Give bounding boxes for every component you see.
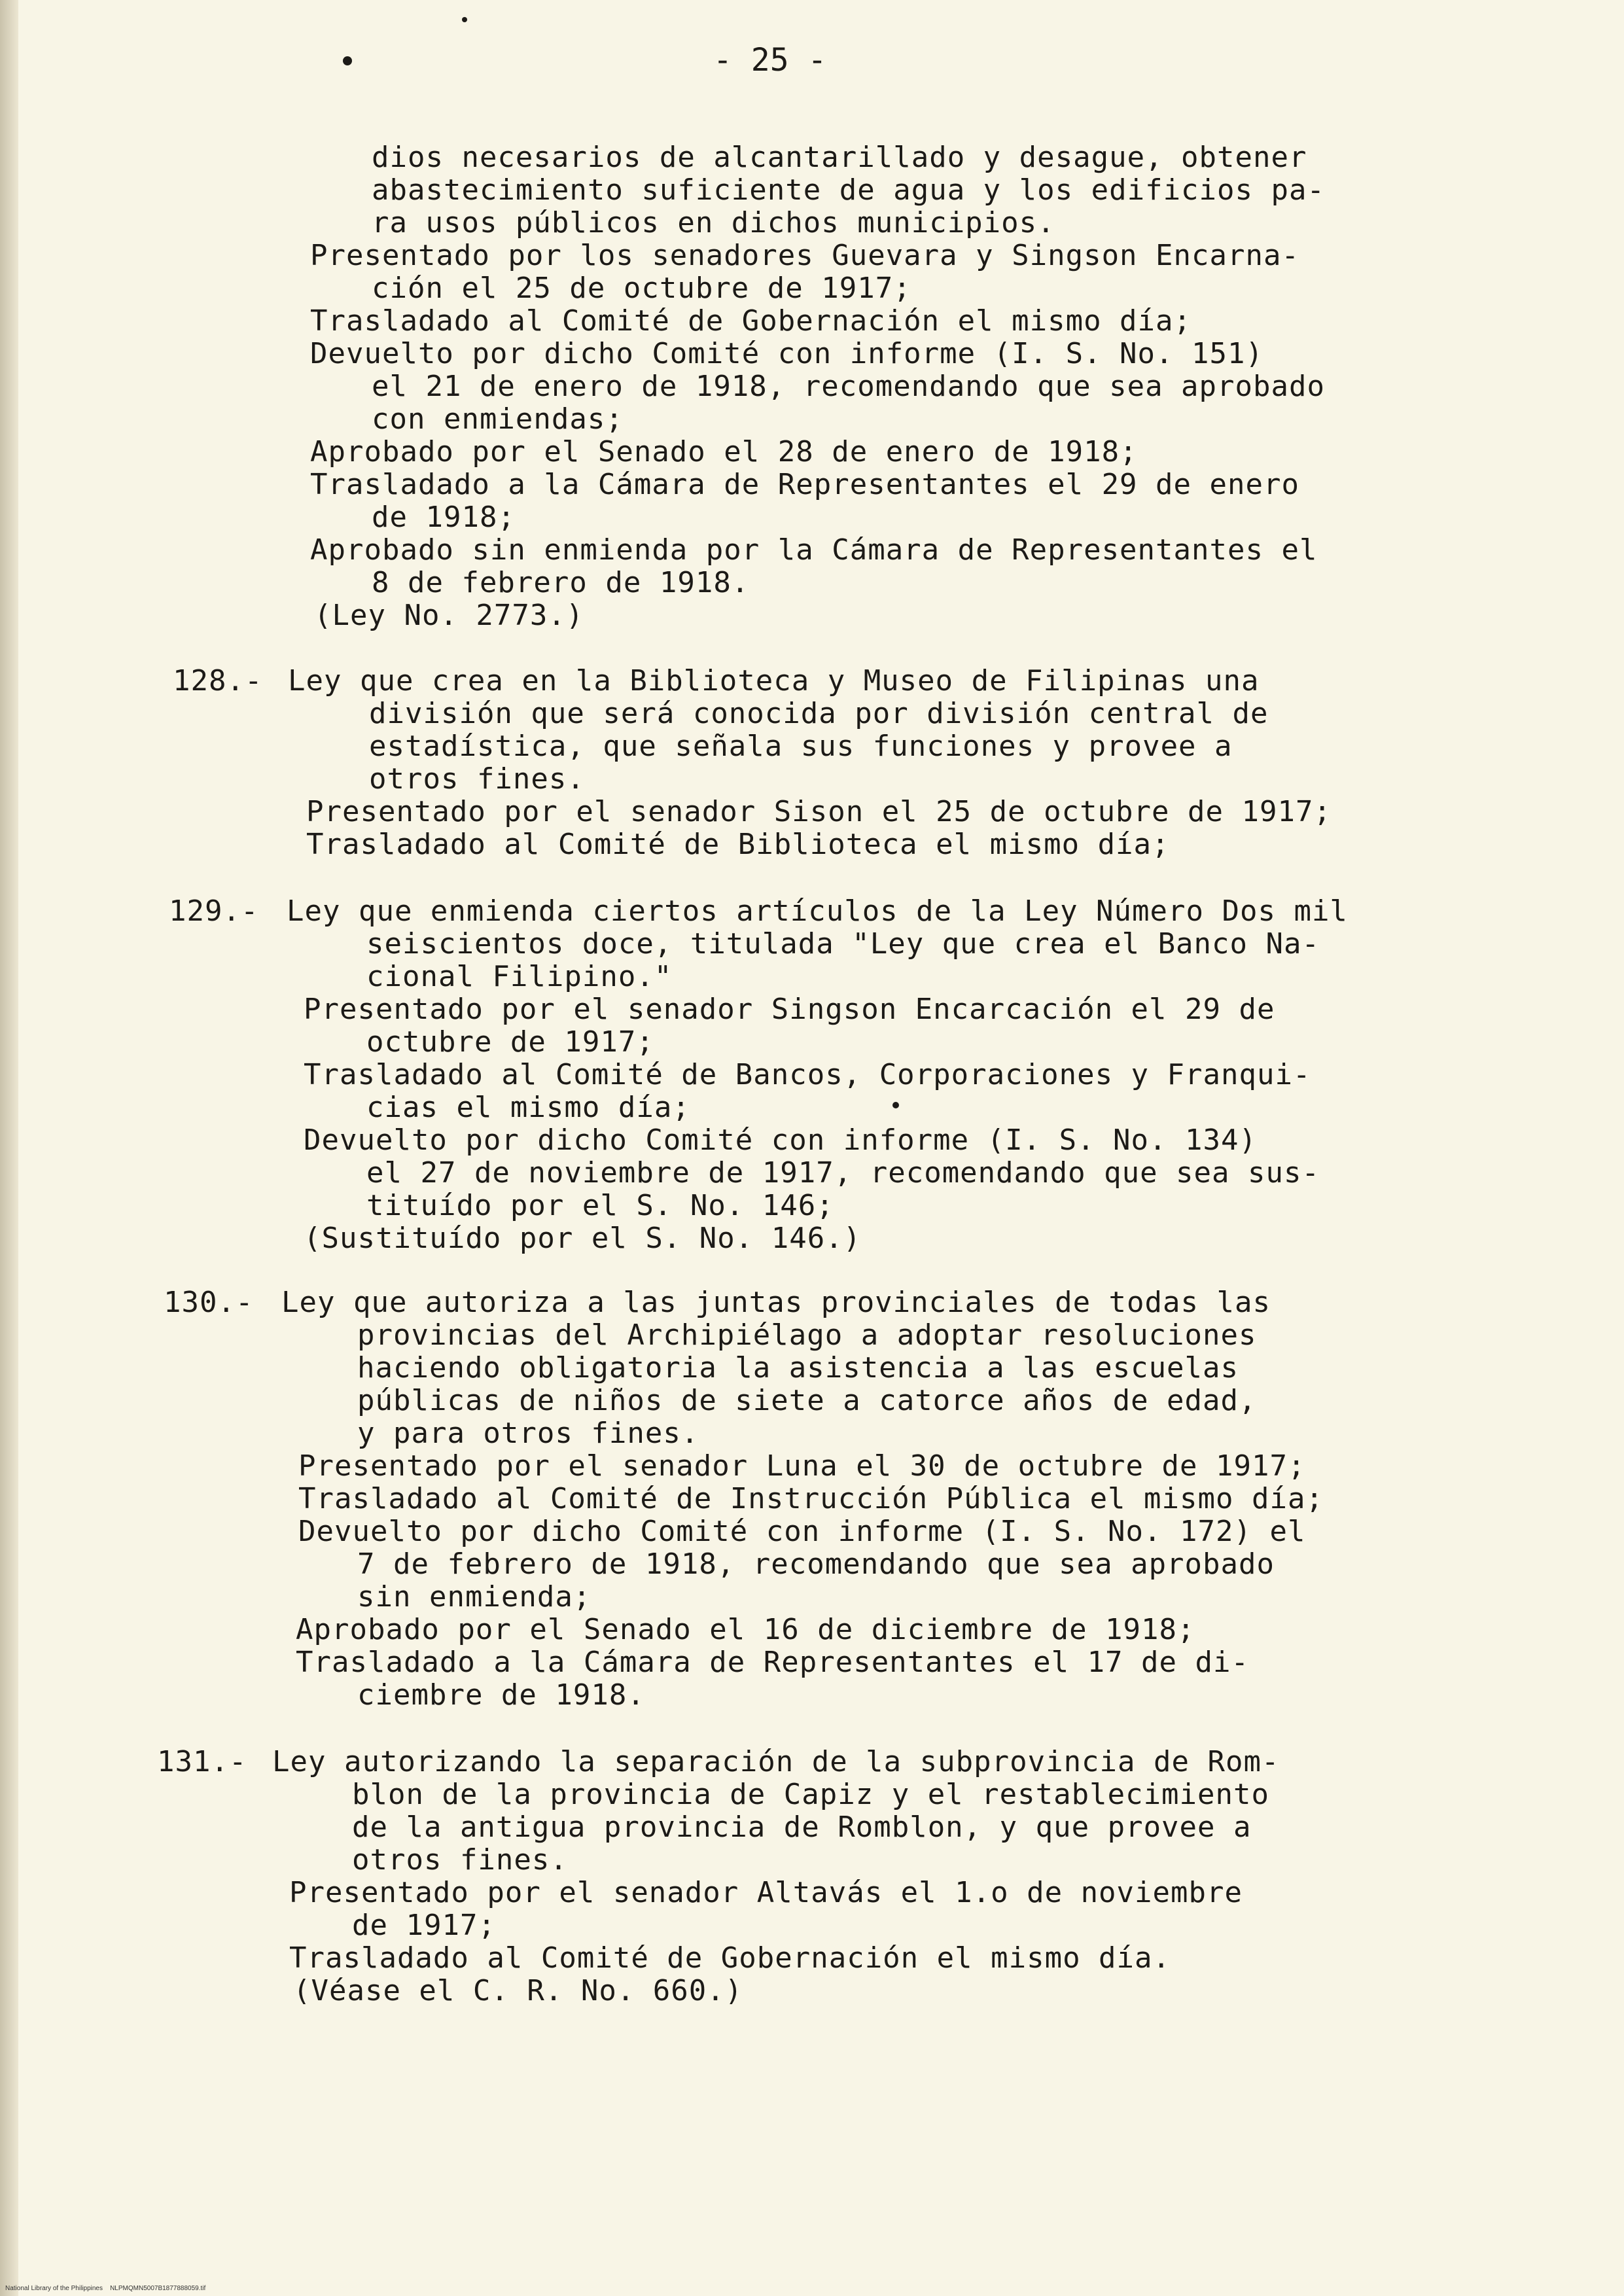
text-line: Trasladado al Comité de Bancos, Corporaciones y Franqui-	[304, 1058, 1311, 1091]
text-line: Trasladado al Comité de Gobernación el mismo día.	[289, 1941, 1171, 1975]
text-line: haciendo obligatoria la asistencia a las escuelas	[357, 1351, 1239, 1385]
text-line: Devuelto por dicho Comité con informe (I. S. No. 134)	[304, 1123, 1257, 1157]
text-line: 8 de febrero de 1918.	[372, 566, 750, 599]
text-line: blon de la provincia de Capiz y el restablecimiento	[352, 1778, 1270, 1811]
text-line: ciembre de 1918.	[357, 1678, 645, 1712]
text-line: el 27 de noviembre de 1917, recomendando que sea sus-	[366, 1156, 1320, 1190]
text-line: tituído por el S. No. 146;	[366, 1189, 834, 1222]
entry-number: 130.-	[164, 1286, 254, 1319]
text-line: de 1918;	[372, 501, 516, 534]
text-line: cional Filipino."	[366, 960, 673, 993]
page-number: - 25 -	[713, 42, 827, 79]
text-line: ción el 25 de octubre de 1917;	[372, 272, 911, 305]
text-line: división que será conocida por división central de	[369, 697, 1269, 730]
text-line: y para otros fines.	[357, 1417, 699, 1450]
text-line: Ley que autoriza a las juntas provinciales de todas las	[281, 1286, 1271, 1319]
entry-number: 131.-	[157, 1745, 247, 1778]
text-line: Presentado por el senador Singson Encarcación el 29 de	[304, 993, 1275, 1026]
text-line: (Ley No. 2773.)	[314, 599, 584, 632]
text-line: otros fines.	[352, 1843, 568, 1877]
text-line: de 1917;	[352, 1909, 496, 1942]
text-line: Aprobado sin enmienda por la Cámara de Representantes el	[310, 533, 1318, 567]
text-line: Trasladado a la Cámara de Representantes el 17 de di-	[296, 1646, 1249, 1679]
text-line: (Véase el C. R. No. 660.)	[293, 1974, 743, 2007]
ink-speck	[343, 56, 352, 65]
text-line: Ley que crea en la Biblioteca y Museo de Filipinas una	[288, 664, 1260, 698]
text-line: Trasladado al Comité de Gobernación el mismo día;	[310, 304, 1192, 338]
text-line: Presentado por los senadores Guevara y Singson Encarna-	[310, 239, 1299, 272]
text-line: seiscientos doce, titulada "Ley que crea el Banco Na-	[366, 927, 1320, 961]
text-line: sin enmienda;	[357, 1580, 591, 1614]
text-line: Devuelto por dicho Comité con informe (I. S. No. 172) el	[298, 1515, 1306, 1548]
text-line: otros fines.	[369, 762, 585, 796]
text-line: con enmiendas;	[372, 402, 624, 436]
text-line: públicas de niños de siete a catorce años de edad,	[357, 1384, 1257, 1417]
text-line: Presentado por el senador Altavás el 1.o de noviembre	[289, 1876, 1243, 1909]
text-line: Trasladado al Comité de Instrucción Pública el mismo día;	[298, 1482, 1324, 1515]
text-line: Trasladado a la Cámara de Representantes el 29 de enero	[310, 468, 1299, 501]
scan-edge	[0, 0, 18, 2296]
text-line: Aprobado por el Senado el 16 de diciembre de 1918;	[296, 1613, 1195, 1646]
text-line: Trasladado al Comité de Biblioteca el mismo día;	[306, 828, 1170, 861]
entry-number: 128.-	[173, 664, 263, 698]
text-line: dios necesarios de alcantarillado y desague, obtener	[372, 141, 1307, 174]
scan-footer: National Library of the Philippines NLPMQMN5007B1877888059.tif	[5, 2285, 206, 2292]
text-line: provincias del Archipiélago a adoptar resoluciones	[357, 1318, 1257, 1352]
ink-speck	[462, 17, 467, 22]
text-line: Presentado por el senador Luna el 30 de octubre de 1917;	[298, 1449, 1306, 1483]
text-line: Devuelto por dicho Comité con informe (I. S. No. 151)	[310, 337, 1263, 370]
text-line: de la antigua provincia de Romblon, y que provee a	[352, 1810, 1252, 1844]
text-line: Ley que enmienda ciertos artículos de la Ley Número Dos mil	[287, 894, 1348, 928]
text-line: octubre de 1917;	[366, 1025, 654, 1059]
ink-speck	[892, 1102, 899, 1108]
text-line: estadística, que señala sus funciones y provee a	[369, 730, 1233, 763]
text-line: Ley autorizando la separación de la subprovincia de Rom-	[272, 1745, 1280, 1778]
entry-number: 129.-	[169, 894, 259, 928]
text-line: Aprobado por el Senado el 28 de enero de 1918;	[310, 435, 1138, 468]
text-line: 7 de febrero de 1918, recomendando que sea aprobado	[357, 1547, 1275, 1581]
text-line: el 21 de enero de 1918, recomendando que sea aprobado	[372, 370, 1325, 403]
text-line: (Sustituído por el S. No. 146.)	[304, 1222, 862, 1255]
text-line: ra usos públicos en dichos municipios.	[372, 206, 1055, 239]
text-line: abastecimiento suficiente de agua y los edificios pa-	[372, 173, 1325, 207]
text-line: Presentado por el senador Sison el 25 de octubre de 1917;	[306, 795, 1332, 828]
text-line: cias el mismo día;	[366, 1091, 690, 1124]
